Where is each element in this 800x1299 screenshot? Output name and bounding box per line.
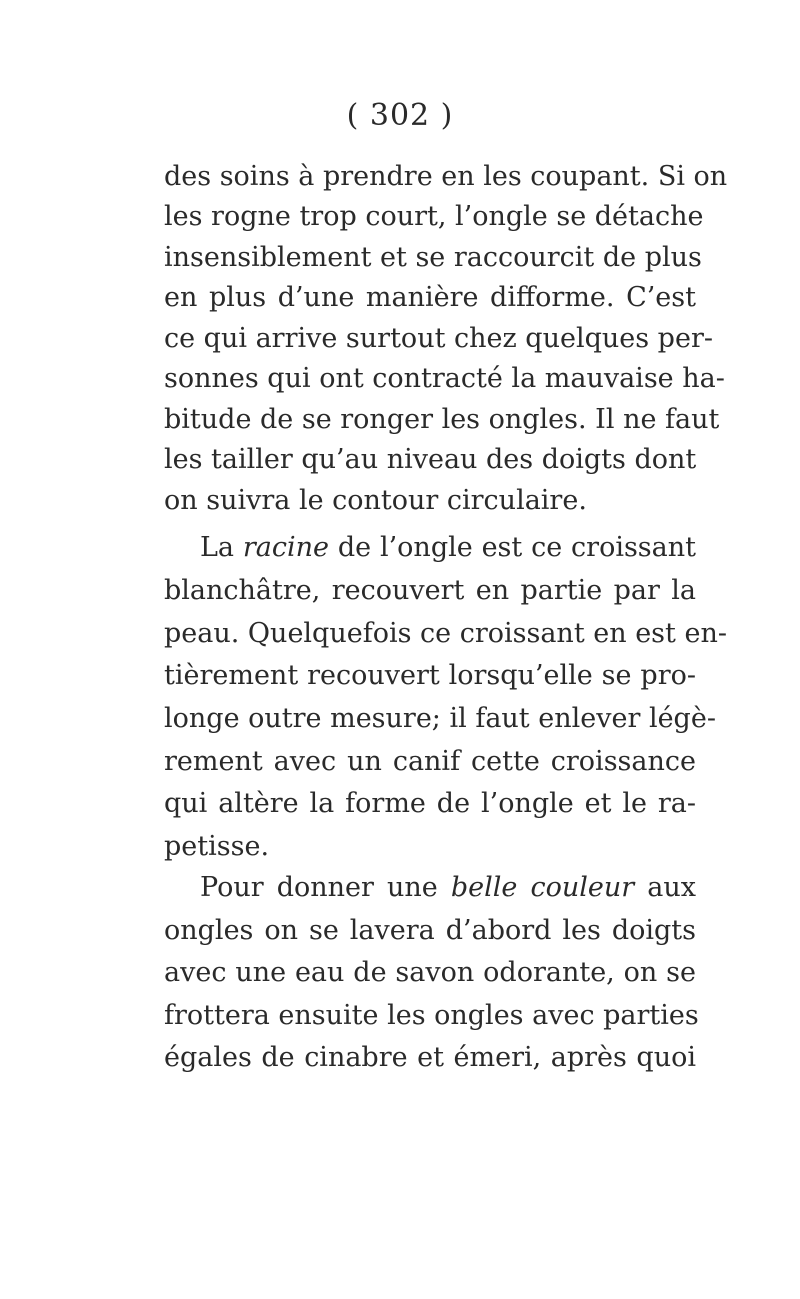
text-line: des soins à prendre en les coupant. Si on	[164, 161, 728, 192]
text-line: bitude de se ronger les ongles. Il ne faut	[164, 404, 720, 435]
text-line: frottera ensuite les ongles avec parties	[164, 1000, 699, 1031]
text-line: sonnes qui ont contracté la mauvaise ha-	[164, 363, 725, 394]
text-line	[200, 528, 696, 568]
text-line: ongles on se lavera d’abord les doigts	[164, 915, 696, 946]
text-line: rement avec un canif cette croissance	[164, 746, 696, 777]
text-span: de l’ongle est ce croissant	[329, 532, 697, 563]
text-line: petisse.	[164, 831, 270, 862]
text-line: peau. Quelquefois ce croissant en est en-	[164, 618, 727, 649]
italic-term: belle couleur	[450, 872, 635, 903]
text-line	[200, 868, 696, 908]
text-span: Pour donner une	[200, 872, 451, 903]
text-line: avec une eau de savon odorante, on se	[164, 957, 696, 988]
text-span: aux	[634, 872, 696, 903]
text-line: longe outre mesure; il faut enlever légè-	[164, 703, 716, 734]
text-line: qui altère la forme de l’ongle et le ra-	[164, 788, 696, 819]
page-number: ( 302 )	[346, 98, 454, 133]
text-line: blanchâtre, recouvert en partie par la	[164, 575, 696, 606]
italic-term: racine	[242, 532, 330, 563]
text-line: les tailler qu’au niveau des doigts dont	[164, 444, 697, 475]
text-line: égales de cinabre et émeri, après quoi	[164, 1042, 696, 1073]
text-line: les rogne trop court, l’ongle se détache	[164, 201, 704, 232]
text-line: en plus d’une manière difforme. C’est	[164, 282, 696, 313]
text-line: tièrement recouvert lorsqu’elle se pro-	[164, 660, 696, 691]
text-span: La	[200, 532, 243, 563]
text-line: on suivra le contour circulaire.	[164, 485, 587, 516]
text-line: ce qui arrive surtout chez quelques per-	[164, 323, 713, 354]
text-line: insensiblement et se raccourcit de plus	[164, 242, 702, 273]
